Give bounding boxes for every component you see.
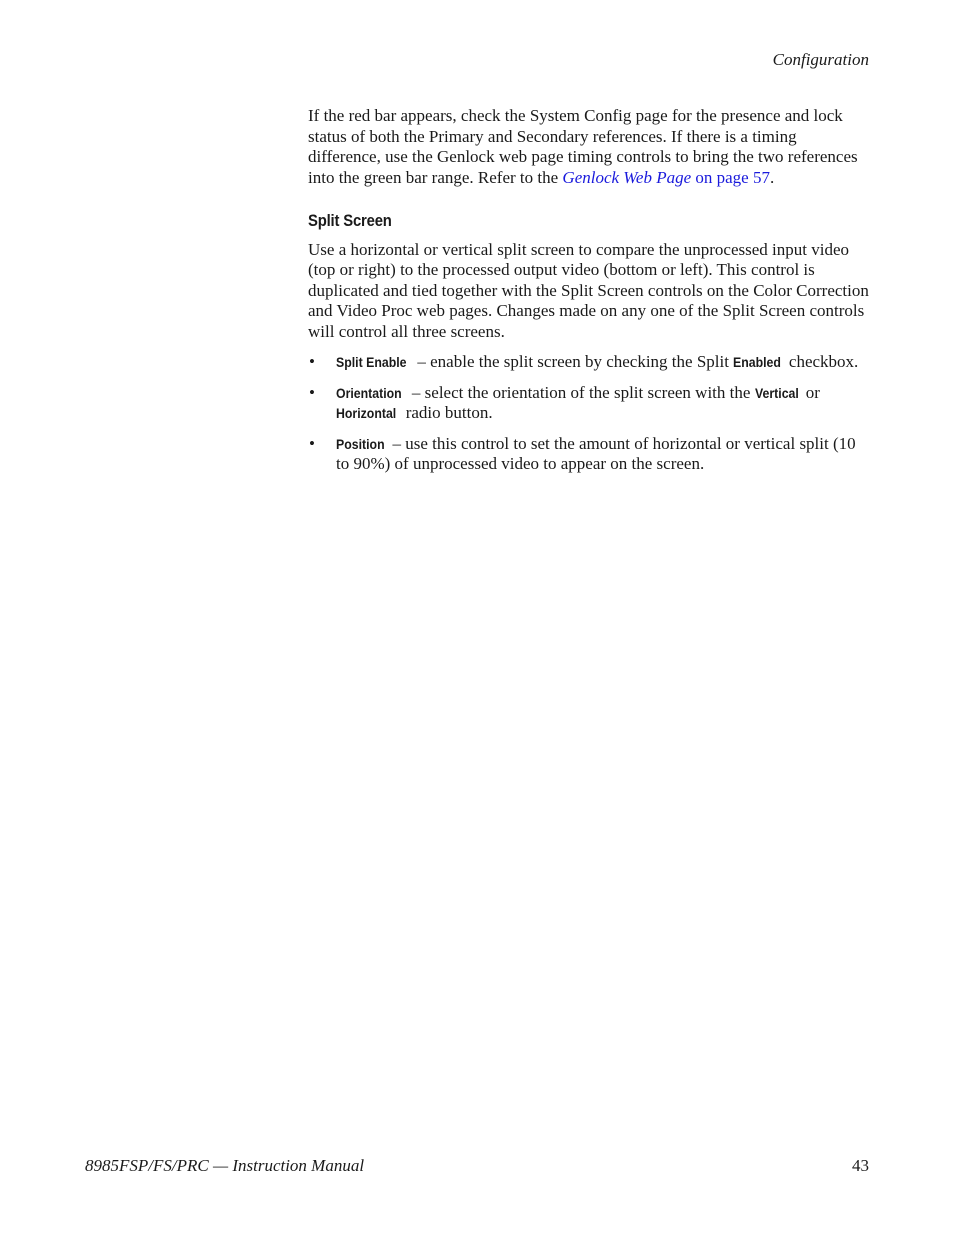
paragraph-end: . (769, 167, 775, 187)
red-bar-paragraph (308, 106, 870, 188)
bullet-icon: • (309, 433, 315, 453)
list-item-split-enable (308, 352, 870, 373)
running-head: Configuration (772, 50, 869, 69)
list-item-text: checkbox. (784, 352, 859, 371)
list-item-text: – select the orientation of the split screen with the (407, 382, 755, 402)
genlock-web-page-link[interactable] (562, 168, 770, 187)
ui-term-vertical: Vertical (754, 384, 799, 401)
bullet-icon: • (309, 382, 315, 402)
footer-manual-title: 8985FSP/FS/PRC — Instruction Manual (85, 1156, 365, 1175)
list-item-text: radio button. (401, 403, 493, 422)
ui-term-orientation: Orientation (336, 384, 402, 401)
control-list (308, 352, 870, 475)
ui-term-position: Position (336, 435, 385, 452)
genlock-link-title: Genlock Web Page (562, 167, 692, 187)
split-screen-intro: Use a horizontal or vertical split screen to compare the unprocessed input video (top or right) to the processed output video (bottom or left). This control is duplicated and tied together with the Split Screen controls on the Color Correction and Video Proc web pages. Changes made on any one of the Split Screen controls will control all three screens. (308, 239, 869, 341)
list-item-position (308, 434, 870, 475)
list-item-orientation (308, 383, 870, 424)
footer-page-number: 43 (852, 1156, 869, 1175)
bullet-icon: • (309, 352, 315, 371)
ui-term-split-enable: Split Enable (336, 354, 407, 370)
page-content (308, 106, 870, 485)
list-item-text: – use this control to set the amount of horizontal or vertical split (10 to 90%) of unprocessed video to appear on the screen. (336, 433, 856, 473)
section-heading-split-screen: Split Screen (308, 212, 392, 230)
ui-term-enabled: Enabled (733, 354, 782, 370)
genlock-link-page: on page 57 (691, 167, 770, 187)
list-item-text: or (801, 382, 820, 402)
red-bar-paragraph-text: If the red bar appears, check the System Config page for the presence and lock status of both the Primary and Secondary references. If there is a timing difference, use the Genlock web page timing controls to bring the two references into the green bar range. Refer to the (308, 106, 858, 187)
ui-term-horizontal: Horizontal (336, 405, 397, 421)
list-item-text: – enable the split screen by checking the Split (413, 352, 734, 371)
